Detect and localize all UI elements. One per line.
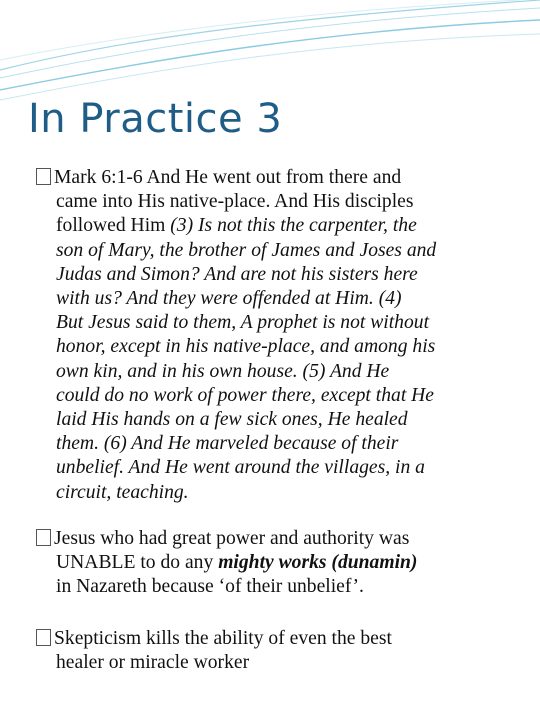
text-line-italic: circuit, teaching. — [56, 481, 189, 503]
text-line-emphasis: mighty works (dunamin) — [218, 552, 418, 574]
slide-title: In Practice 3 — [28, 96, 283, 142]
text-line-italic: (3) Is not this the carpenter, the — [170, 215, 417, 237]
text-line: Mark 6:1-6 And He went out from there and — [54, 167, 402, 188]
bullet-scripture — [36, 166, 510, 505]
text-line: healer or miracle worker — [56, 652, 250, 674]
text-line-italic: But Jesus said to them, A prophet is not without — [56, 312, 430, 334]
text-line-italic: unbelief. And He went around the villages, in a — [56, 457, 425, 479]
text-line-italic: could do no work of power there, except that He — [56, 384, 435, 406]
text-line-italic: own kin, and in his own house. (5) And He — [56, 360, 390, 382]
text-line-italic: Judas and Simon? And are not his sisters here — [56, 263, 418, 285]
text-line-italic: son of Mary, the brother of James and Joses and — [56, 239, 437, 261]
bullet-unable — [36, 527, 510, 600]
bullet-box-icon — [36, 629, 51, 646]
bullet-box-icon — [36, 168, 51, 185]
bullet-skepticism — [36, 627, 510, 675]
text-line: in Nazareth because ‘of their unbelief’. — [56, 576, 364, 598]
text-line-italic: them. (6) And He marveled because of their — [56, 433, 399, 455]
text-line: followed Him — [56, 215, 171, 237]
text-line-italic: with us? And they were offended at Him. (4) — [56, 288, 402, 310]
text-line: UNABLE to do any — [56, 552, 219, 574]
bullet-box-icon — [36, 529, 51, 546]
text-line: Skepticism kills the ability of even the best — [54, 628, 392, 649]
text-line-italic: honor, except in his native-place, and among his — [56, 336, 436, 358]
text-line: Jesus who had great power and authority was — [54, 528, 410, 549]
text-line: came into His native-place. And His disciples — [56, 191, 414, 213]
text-line-italic: laid His hands on a few sick ones, He healed — [56, 409, 408, 431]
